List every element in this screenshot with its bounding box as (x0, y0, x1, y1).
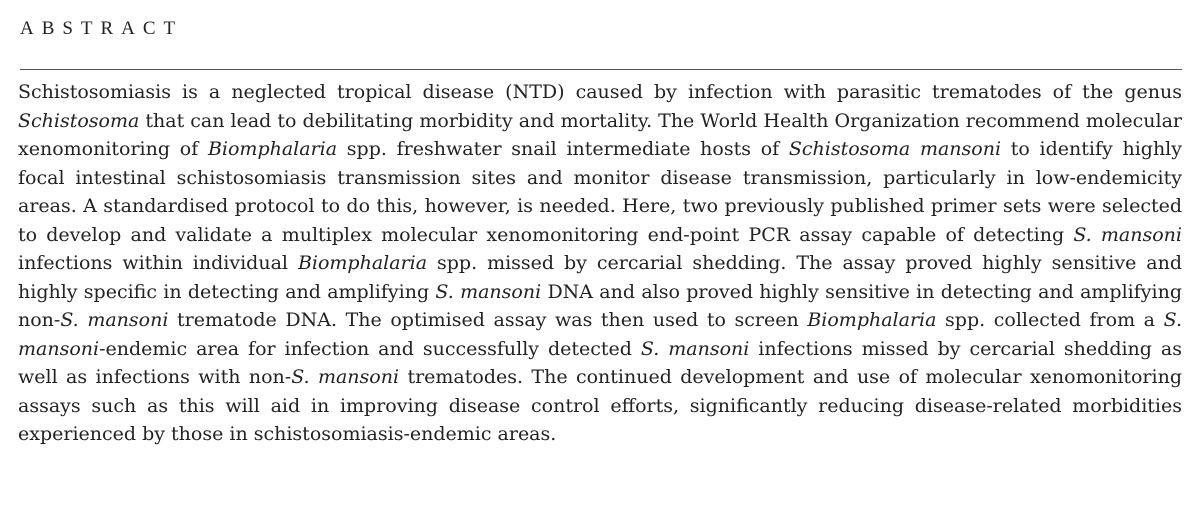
taxon-name: S. mansoni (291, 366, 400, 388)
abstract-text: spp. missed by cercarial shedding. The assay proved highly sensitive and highly specific in detecting and amplifying (18, 252, 1183, 303)
taxon-name: Schistosoma (18, 109, 140, 132)
taxon-name: S. mansoni (1073, 223, 1182, 246)
abstract-text: to identify highly focal intestinal schistosomiasis transmission sites and monitor disease transmission, particularly in low-endemicity areas. A standardised protocol to do this, however, is needed. Here, two previously published primer sets were selected to develop and validate a multiplex molecular xenomonitoring end-point PCR assay capable of detecting (18, 138, 1182, 246)
abstract-text: spp. freshwater snail intermediate hosts of (337, 138, 789, 160)
heading-divider (20, 69, 1182, 70)
taxon-name: Biomphalaria (807, 309, 937, 331)
abstract-text: spp. collected from a (936, 309, 1164, 331)
abstract-paragraph (18, 78, 1182, 449)
abstract-text: infections within individual (18, 252, 298, 274)
taxon-name: Biomphalaria (297, 252, 428, 274)
section-heading: ABSTRACT (20, 18, 184, 39)
abstract-text: trematodes. The continued development and use of molecular xenomonitoring assays such as this will aid in improving disease control efforts, significantly reducing disease-related morbidities experienced by those in schistosomiasis-endemic areas. (18, 366, 1182, 445)
abstract-text: Schistosomiasis is a neglected tropical disease (NTD) caused by infection with parasitic trematodes of the genus (18, 81, 1182, 103)
abstract-text: DNA and also proved highly sensitive in detecting and amplifying non- (18, 280, 1182, 331)
abstract-text: -endemic area for infection and successfully detected (99, 337, 641, 360)
taxon-name: S. mansoni (60, 309, 169, 331)
taxon-name: S. mansoni (435, 280, 542, 303)
abstract-text: infections missed by cercarial shedding as well as infections with non- (18, 337, 1182, 388)
taxon-name: Schistosoma mansoni (788, 138, 1002, 160)
taxon-name: S. mansoni (640, 337, 750, 360)
abstract-text: trematode DNA. The optimised assay was then used to screen (168, 309, 808, 331)
taxon-name: Biomphalaria (207, 138, 338, 160)
taxon-name: S. mansoni (18, 309, 1182, 360)
abstract-text: that can lead to debilitating morbidity and mortality. The World Health Organization recommend molecular xenomonitoring of (18, 109, 1183, 160)
